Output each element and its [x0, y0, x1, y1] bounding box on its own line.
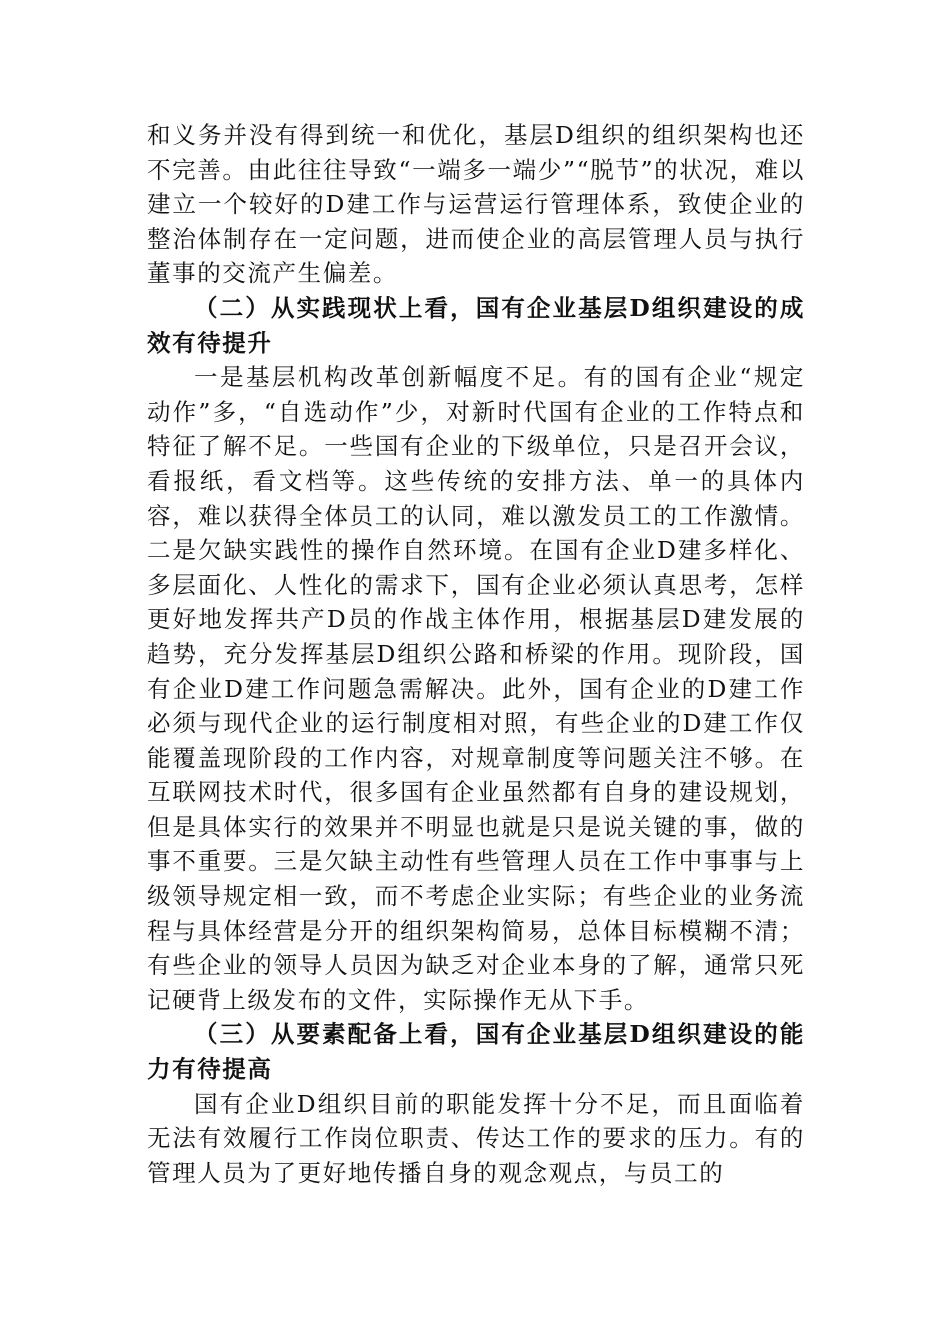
section-heading-3: （三）从要素配备上看，国有企业基层D组织建设的能力有待提高: [147, 1020, 805, 1084]
paragraph-element-allocation: 国有企业D组织目前的职能发挥十分不足，而且面临着无法有效履行工作岗位职责、传达工作的要求的压力。有的管理人员为了更好地传播自身的观念观点，与员工的: [147, 1089, 805, 1187]
paragraph-continuation: 和义务并没有得到统一和优化，基层D组织的组织架构也还不完善。由此往往导致“一端多一端少”“脱节”的状况，难以建立一个较好的D建工作与运营运行管理体系，致使企业的整治体制存在一定问题，进而使企业的高层管理人员与执行董事的交流产生偏差。: [147, 121, 805, 288]
section-heading-2: （二）从实践现状上看，国有企业基层D组织建设的成效有待提升: [147, 293, 805, 357]
paragraph-practice-status: 一是基层机构改革创新幅度不足。有的国有企业“规定动作”多，“自选动作”少，对新时代国有企业的工作特点和特征了解不足。一些国有企业的下级单位，只是召开会议，看报纸，看文档等。这些传统的安排方法、单一的具体内容，难以获得全体员工的认同，难以激发员工的工作激情。二是欠缺实践性的操作自然环境。在国有企业D建多样化、多层面化、人性化的需求下，国有企业必须认真思考，怎样更好地发挥共产D员的作战主体作用，根据基层D建发展的趋势，充分发挥基层D组织公路和桥梁的作用。现阶段，国有企业D建工作问题急需解决。此外，国有企业的D建工作必须与现代企业的运行制度相对照，有些企业的D建工作仅能覆盖现阶段的工作内容，对规章制度等问题关注不够。在互联网技术时代，很多国有企业虽然都有自身的建设规划，但是具体实行的效果并不明显也就是只是说关键的事，做的事不重要。三是欠缺主动性有些管理人员在工作中事事与上级领导规定相一致，而不考虑企业实际；有些企业的业务流程与具体经营是分开的组织架构简易，总体目标模糊不清；有些企业的领导人员因为缺乏对企业本身的了解，通常只死记硬背上级发布的文件，实际操作无从下手。: [147, 363, 805, 1014]
document-body: [147, 118, 805, 1190]
